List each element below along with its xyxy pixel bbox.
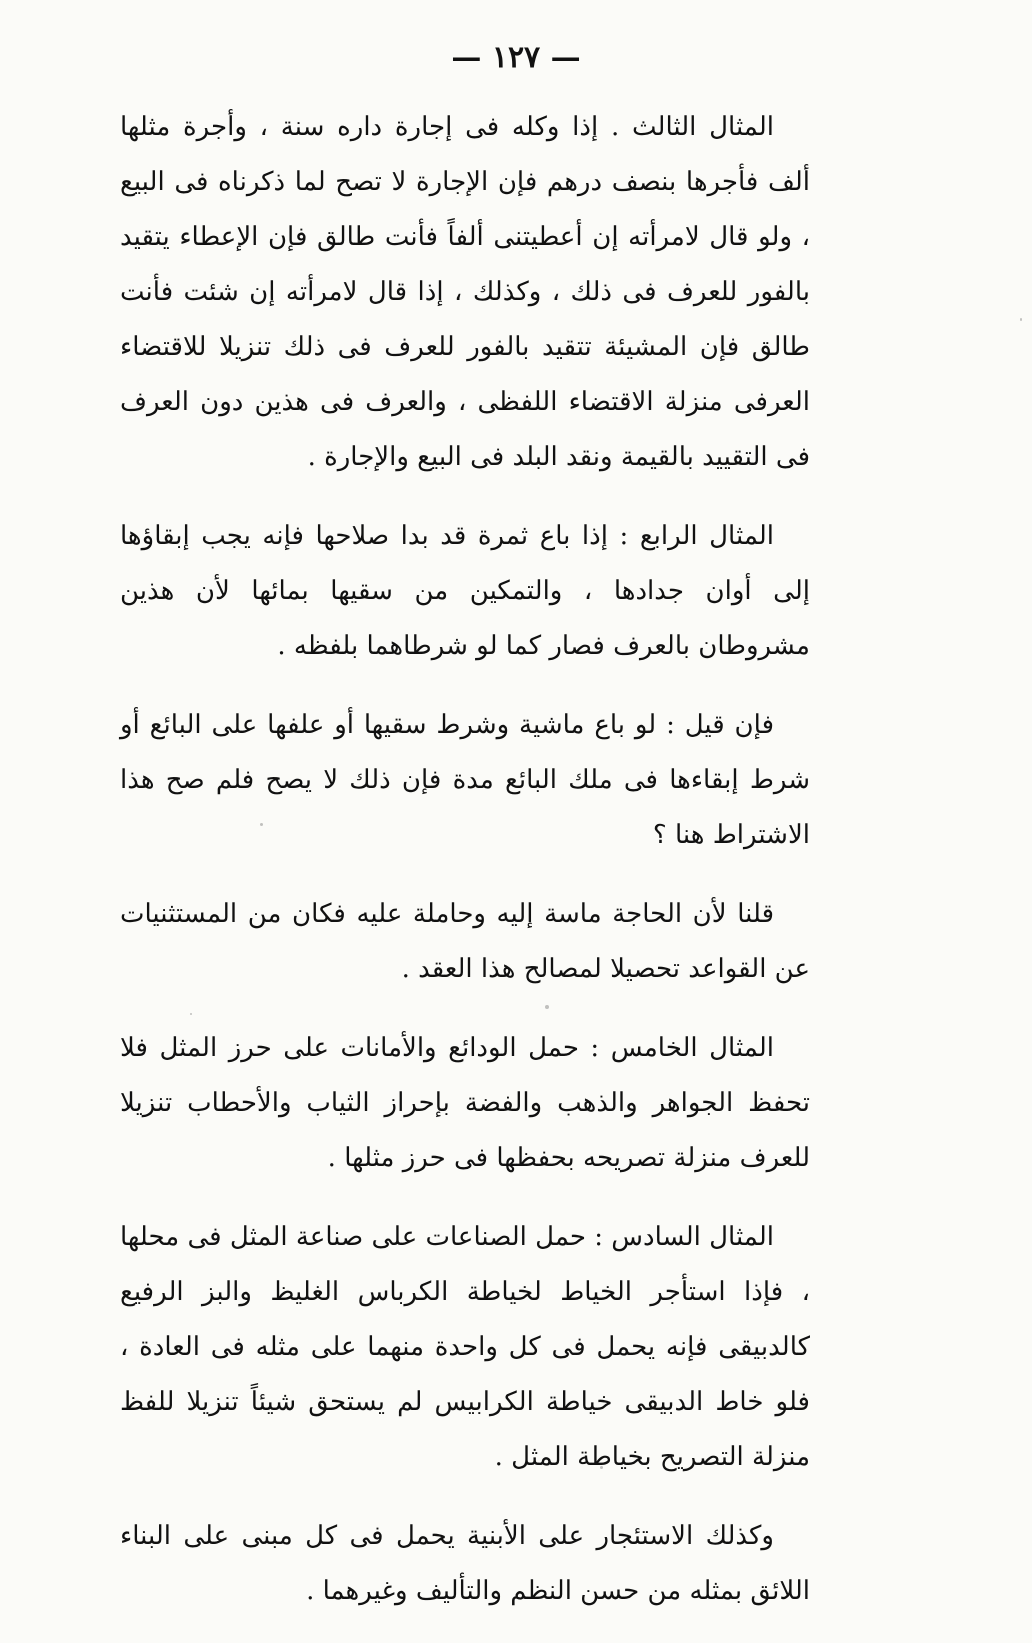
page-number: — ١٢٧ — — [451, 40, 581, 75]
scan-speck — [600, 1466, 603, 1469]
paragraph-sixth-example: المثال السادس : حمل الصناعات على صناعة المثل فى محلها ، فإذا استأجر الخياط لخياطة الكرباس الغليظ والبز الرفيع كالدبيقى فإنه يحمل فى كل واحدة منهما على مثله فى العادة ، فلو خاط الدبيقى خياطة الكرابيس لم يستحق شيئاً تنزيلا للفظ منزلة التصريح بخياطة المثل . — [120, 1222, 810, 1472]
paragraph-objection: فإن قيل : لو باع ماشية وشرط سقيها أو علفها على البائع أو شرط إبقاءها فى ملك البائع مدة فإن ذلك لا يصح فلم صح هذا الاشتراط هنا ؟ — [120, 710, 810, 850]
scan-speck — [190, 1013, 192, 1015]
scan-speck — [545, 1005, 549, 1009]
paragraph-fourth-example: المثال الرابع : إذا باع ثمرة قد بدا صلاحها فإنه يجب إبقاؤها إلى أوان جدادها ، والتمكين من سقيها بمائها لأن هذين مشروطان بالعرف فصار كما لو شرطاهما بلفظه . — [120, 521, 810, 661]
paragraph-reply: قلنا لأن الحاجة ماسة إليه وحاملة عليه فكان من المستثنيات عن القواعد تحصيلا لمصالح هذا العقد . — [120, 899, 810, 984]
paragraph-buildings: وكذلك الاستئجار على الأبنية يحمل فى كل مبنى على البناء اللائق بمثله من حسن النظم والتأليف وغيرهما . — [120, 1521, 810, 1606]
paragraph-third-example: المثال الثالث . إذا وكله فى إجارة داره سنة ، وأجرة مثلها ألف فأجرها بنصف درهم فإن الإجارة لا تصح لما ذكرناه فى البيع ، ولو قال لامرأته إن أعطيتنى ألفاً فأنت طالق فإن الإعطاء يتقيد بالفور للعرف فى ذلك ، وكذلك ، إذا قال لامرأته إن شئت فأنت طالق فإن المشيئة تتقيد بالفور للعرف فى ذلك تنزيلا للاقتضاء العرفى منزلة الاقتضاء اللفظى ، والعرف فى هذين دون العرف فى التقييد بالقيمة ونقد البلد فى البيع والإجارة . — [120, 112, 810, 472]
scan-speck — [260, 823, 263, 826]
body-text — [120, 100, 810, 1643]
paragraph-fifth-example: المثال الخامس : حمل الودائع والأمانات على حرز المثل فلا تحفظ الجواهر والذهب والفضة بإحراز الثياب والأحطاب تنزيلا للعرف منزلة تصريحه بحفظها فى حرز مثلها . — [120, 1033, 810, 1173]
scan-speck — [1020, 318, 1022, 321]
